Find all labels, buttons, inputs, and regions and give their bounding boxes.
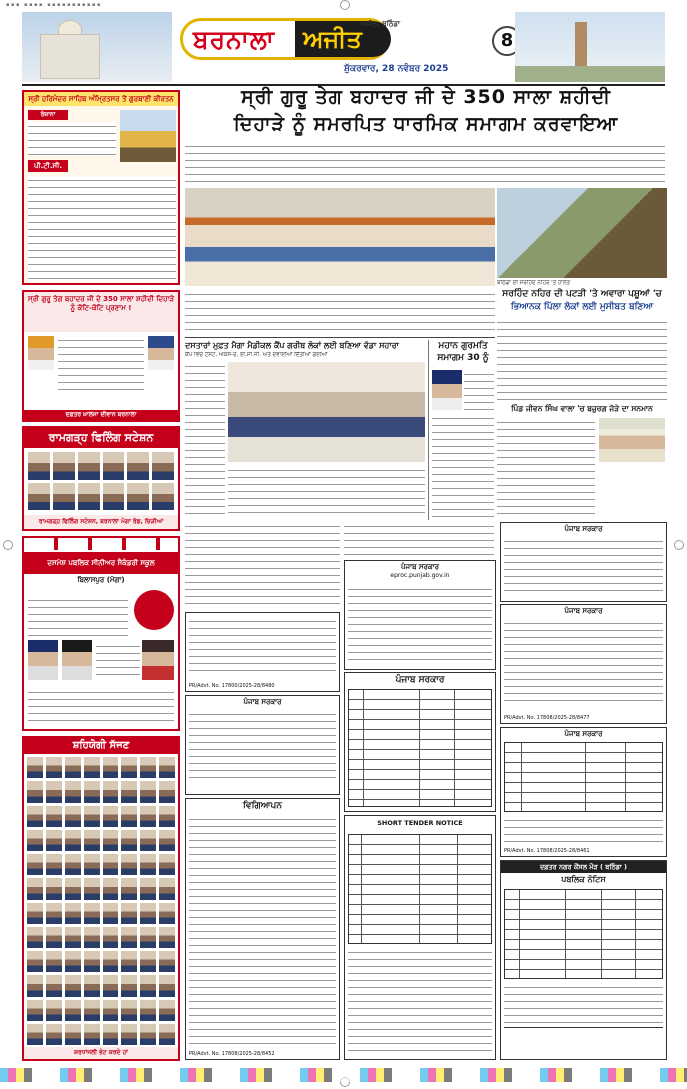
ad-shaheedi-title: ਸ੍ਰੀ ਗੁਰੂ ਤੇਗ ਬਹਾਦਰ ਜੀ ਦੇ 350 ਸਾਲਾ ਸ਼ਹੀਦੀ ਦਿਹਾੜੇ ਨੂੰ ਕੋਟਿ-ਕੋਟਿ ਪ੍ਰਣਾਮ ! bbox=[24, 292, 178, 332]
portrait-photo bbox=[142, 640, 174, 680]
tender-title: ਪੰਜਾਬ ਸਰਕਾਰ bbox=[564, 730, 603, 738]
mid-story-headline: ਦਸਤਾਰਾਂ ਮੁਫ਼ਤ ਮੈਗਾ ਮੈਡੀਕਲ ਕੈਂਪ ਗਰੀਬ ਲੋਕਾਂ ਲਈ ਬਣਿਆ ਵੱਡਾ ਸਹਾਰਾ bbox=[185, 341, 399, 350]
elderly-couple-photo bbox=[599, 418, 665, 462]
tender-notice-6 bbox=[344, 672, 496, 812]
tender-notice-1 bbox=[500, 522, 667, 602]
ad-kirtan-title: ਸ੍ਰੀ ਹਰਿਮੰਦਰ ਸਾਹਿਬ ਅੰਮ੍ਰਿਤਸਰ ਤੋਂ ਗੁਰਬਾਣੀ ਕੀਰਤਨ bbox=[24, 92, 178, 106]
lead-headline-line2: ਦਿਹਾੜੇ ਨੂੰ ਸਮਰਪਿਤ ਧਾਰਮਿਕ ਸਮਾਗਮ ਕਰਵਾਇਆ bbox=[233, 113, 619, 135]
canal-photo-caption: ਬਠਿੰਡਾ ਦੀ ਸਰਹਿੰਦ ਨਹਿਰ 'ਤੇ ਹਾਲਤ bbox=[497, 280, 571, 286]
tender-notice-4 bbox=[344, 560, 496, 670]
public-notice-title: ਪਬਲਿਕ ਨੋਟਿਸ bbox=[561, 875, 606, 884]
canal-photo bbox=[497, 188, 667, 278]
right-story2-headline: ਪਿੰਡ ਜੀਵਨ ਸਿੰਘ ਵਾਲਾ 'ਚ ਬਜ਼ੁਰਗ ਜੋੜੇ ਦਾ ਸਨਮਾਨ bbox=[511, 404, 653, 413]
ad-sahyogi-title: ਸ਼ਹਿਯੋਗੀ ਸੱਜਣ bbox=[24, 738, 178, 754]
masthead-gurdwara-photo bbox=[22, 12, 172, 82]
portrait-photo bbox=[432, 370, 462, 410]
lead-story-continued bbox=[185, 290, 495, 334]
ad-filling-title: ਰਾਮਗੜ੍ਹ ਫਿਲਿੰਗ ਸਟੇਸ਼ਨ bbox=[24, 428, 178, 448]
right-story-text bbox=[497, 318, 667, 400]
tender-adv-no: PR/Advt. No. 17800/2025-28/8480 bbox=[189, 683, 275, 689]
tender-title: ਪੰਜਾਬ ਸਰਕਾਰ bbox=[564, 525, 603, 533]
ad-shaheedi bbox=[22, 290, 180, 422]
ad-school-title: ਦਸਮੇਸ਼ ਪਬਲਿਕ ਸੀਨੀਅਰ ਸੈਕੰਡਰੀ ਸਕੂਲ bbox=[24, 552, 178, 574]
ad-kirtan bbox=[22, 90, 180, 285]
portrait-photo bbox=[28, 336, 54, 370]
golden-temple-photo bbox=[120, 110, 176, 162]
masthead bbox=[22, 12, 665, 82]
advertisement-notice bbox=[185, 798, 340, 1060]
ad-kirtan-tag2: ਪੀ.ਟੀ.ਸੀ. bbox=[28, 160, 68, 172]
advertisement-title: ਵਿਗਿਆਪਨ bbox=[243, 801, 282, 811]
tender-notice-5 bbox=[185, 695, 340, 795]
ad-sahyogi bbox=[22, 736, 180, 1061]
short-tender-notice bbox=[344, 815, 496, 1060]
ad-filling-footer: ਰਾਮਗੜ੍ਹ ਫਿਲਿੰਗ ਸਟੇਸ਼ਨ, ਬਰਨਾਲਾ ਮੋਗਾ ਰੋਡ, ਚਿੜੀਆਂ bbox=[24, 515, 178, 529]
issue-date: ਸ਼ੁੱਕਰਵਾਰ, 28 ਨਵੰਬਰ 2025 bbox=[344, 64, 449, 74]
side-story-text bbox=[432, 414, 494, 518]
ad-shaheedi-footer: ਦਫ਼ਤਰ ਖ਼ਾਲਸਾ ਦੀਵਾਨ ਬਰਨਾਲਾ bbox=[24, 410, 178, 420]
print-slug: ▪ ▪ ▪ ▪ ▪ ▪ ▪ ▪ ▪ ▪ ▪ ▪ ▪ ▪ ▪ ▪ ▪ ▪ bbox=[6, 2, 101, 8]
right-story2-text bbox=[497, 418, 595, 518]
brand-part1: ਬਰਨਾਲਾ bbox=[193, 25, 275, 54]
ad-school bbox=[22, 536, 180, 731]
faces-grid bbox=[26, 756, 176, 1046]
tender-notice-3 bbox=[185, 612, 340, 692]
tender-title: ਪੰਜਾਬ ਸਰਕਾਰ bbox=[564, 607, 603, 615]
short-tender-title: SHORT TENDER NOTICE bbox=[377, 819, 463, 827]
lead-story-text bbox=[185, 142, 665, 186]
tender-title: ਪੰਜਾਬ ਸਰਕਾਰ bbox=[243, 698, 282, 706]
ad-school-badge-icon bbox=[134, 590, 174, 630]
ad-filling-station bbox=[22, 426, 180, 531]
faces-grid bbox=[27, 451, 175, 511]
right-story-headline: ਸਰਹਿੰਦ ਨਹਿਰ ਦੀ ਪਟੜੀ 'ਤੇ ਅਵਾਰਾ ਪਸ਼ੂਆਂ 'ਚ bbox=[502, 289, 662, 299]
brand-logo bbox=[180, 18, 390, 60]
crop-mark-icon bbox=[3, 540, 13, 550]
mid-story-text bbox=[185, 362, 225, 517]
lead-story-photo bbox=[185, 188, 495, 286]
portrait-photo bbox=[28, 640, 58, 680]
portrait-photo bbox=[148, 336, 174, 370]
tender-notice-7 bbox=[500, 727, 667, 857]
ad-kirtan-tag1: ਰੋਜ਼ਾਨਾ bbox=[28, 110, 68, 120]
lead-headline-line1: ਸ੍ਰੀ ਗੁਰੂ ਤੇਗ ਬਹਾਦਰ ਜੀ ਦੇ 350 ਸਾਲਾ ਸ਼ਹੀਦੀ bbox=[241, 86, 611, 108]
ad-school-sub: ਬਿਲਾਸਪੁਰ (ਮੋਗਾ) bbox=[77, 576, 125, 584]
color-registration-strip bbox=[0, 1068, 687, 1082]
municipal-title: ਦਫ਼ਤਰ ਨਗਰ ਕੌਂਸਲ ਮੌੜ ( ਬਠਿੰਡਾ ) bbox=[501, 861, 666, 873]
tender-adv-no: PR/Advt. No. 17808/2025-28/8477 bbox=[504, 715, 590, 721]
side-story-headline: ਮਹਾਨ ਗੁਰਮਤਿ ਸਮਾਗਮ 30 ਨੂੰ bbox=[437, 341, 489, 363]
masthead-tower-photo bbox=[515, 12, 665, 82]
right-story-headline2: ਭਿਆਨਕ ਪਿੱਲਾ ਲੋਕਾਂ ਲਈ ਮੁਸੀਬਤ ਬਣਿਆ bbox=[510, 302, 654, 312]
ad-sahyogi-footer: ਸ਼ਰਧਾਂਜਲੀ ਭੇਟ ਕਰਦੇ ਹਾਂ bbox=[24, 1047, 178, 1059]
tender-title: ਪੰਜਾਬ ਸਰਕਾਰ bbox=[395, 675, 445, 685]
page-number: 8 bbox=[492, 26, 522, 56]
brand-part2: ਅਜੀਤ bbox=[303, 25, 362, 53]
portrait-photo bbox=[62, 640, 92, 680]
mid-story-sub: ਕੈਂਪ ਵਿਚ ਟੈਸਟ, ਐਕਸ-ਰੇ, ਈ.ਸੀ.ਜੀ. ਅਤੇ ਦਵਾਈਆਂ ਦਿੱਤੀਆਂ ਗਈਆਂ bbox=[185, 352, 328, 358]
crop-mark-icon bbox=[674, 540, 684, 550]
medical-camp-photo bbox=[228, 362, 425, 462]
edition-tag: ਅਜੀਤ, ਬਠਿੰਡਾ bbox=[360, 20, 401, 28]
tender-notice-2 bbox=[500, 604, 667, 724]
tender-adv-no: PR/Advt. No. 17808/2025-28/8452 bbox=[189, 1051, 275, 1057]
crop-mark-icon bbox=[340, 0, 350, 10]
tender-email: eproc.punjab.gov.in bbox=[390, 572, 450, 579]
tender-title: ਪੰਜਾਬ ਸਰਕਾਰ bbox=[400, 563, 439, 571]
municipal-public-notice bbox=[500, 860, 667, 1060]
tender-adv-no: PR/Advt. No. 17808/2025-28/8461 bbox=[504, 848, 590, 854]
